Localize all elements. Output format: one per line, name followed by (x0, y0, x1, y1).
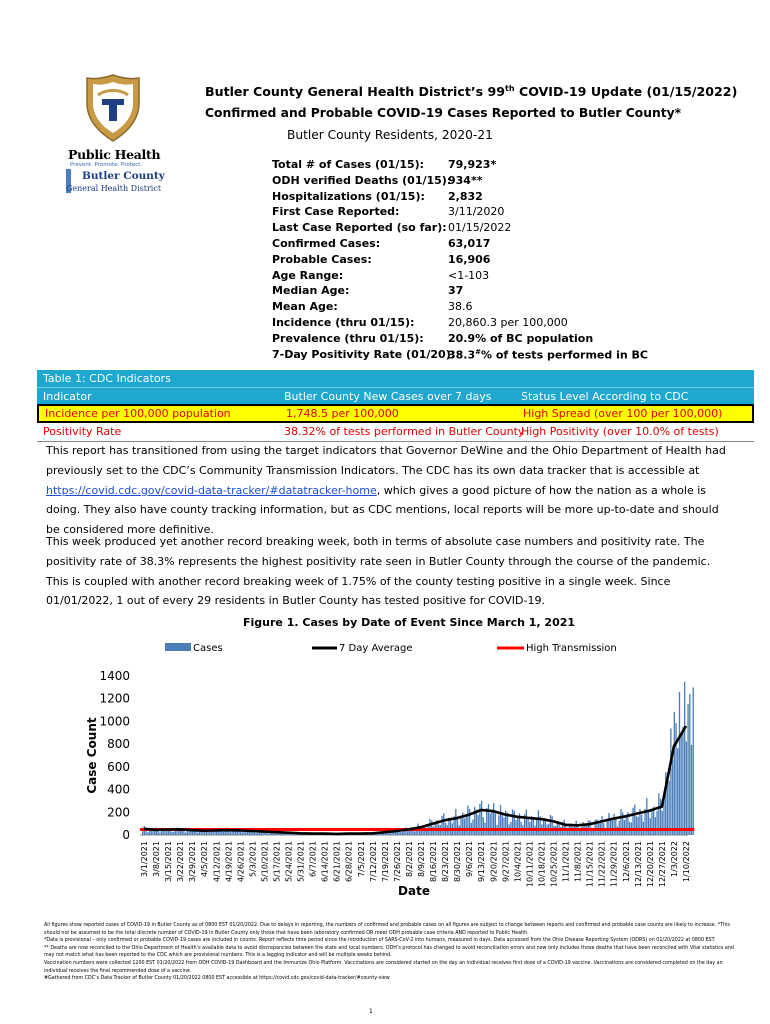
case-bar (670, 728, 671, 835)
case-bar (268, 834, 269, 835)
x-tick-label: 6/7/2021 (308, 841, 318, 877)
case-bar (192, 831, 193, 835)
case-bar (161, 831, 162, 835)
x-tick-label: 8/2/2021 (404, 841, 414, 877)
table-header-cell: Butler County New Cases over 7 days (284, 390, 492, 403)
case-bar (641, 815, 642, 835)
case-bar (171, 832, 172, 835)
stat-row (272, 221, 632, 237)
case-bar (624, 820, 625, 835)
case-bar (469, 809, 470, 835)
case-bar (235, 832, 236, 835)
title-suffix: COVID-19 Update (01/15/2022) (514, 84, 738, 100)
x-tick-label: 3/15/2021 (164, 841, 174, 883)
legend-label: Cases (193, 643, 223, 654)
stat-row (272, 269, 632, 285)
stat-row (272, 205, 632, 221)
case-bar (173, 832, 174, 835)
logo-butler-county: Butler County (82, 170, 165, 182)
case-bar (280, 834, 281, 835)
table-cell: Positivity Rate (43, 425, 122, 438)
case-bar (503, 817, 504, 835)
stat-row (272, 253, 632, 269)
case-bar (615, 817, 616, 835)
cdc-tracker-link[interactable]: https://covid.cdc.gov/covid-data-tracker/#datatracker-home (46, 483, 377, 497)
case-bar (483, 817, 484, 835)
case-bar (512, 809, 513, 835)
stat-row (272, 347, 648, 364)
case-bar (244, 832, 245, 835)
case-bar (601, 816, 602, 835)
x-tick-label: 3/22/2021 (176, 841, 186, 883)
x-tick-label: 3/8/2021 (152, 841, 162, 877)
table-header-cell: Indicator (43, 390, 92, 403)
case-bar (564, 820, 565, 835)
table-cell: 38.32% of tests performed in Butler County (284, 425, 525, 438)
case-bar (388, 833, 389, 835)
butler-county-logo (66, 73, 165, 195)
x-tick-label: 12/13/2021 (633, 841, 643, 888)
x-tick-label: 6/21/2021 (332, 841, 342, 883)
case-bar (550, 815, 551, 835)
stat-value: 934** (448, 173, 483, 187)
case-bar (414, 831, 415, 835)
case-bar (515, 820, 516, 835)
footnote: *Data is provisional – only confirmed or probable COVID-19 cases are included in counts. Report reflects time period since the introduction of SARS-CoV-2 into humans, measured in days. Data accessed from the Ohio Disease Reporting System (ODRS) on 01/20/2022 at 0800 EST. (44, 938, 716, 944)
case-bar (686, 741, 687, 835)
case-bar (662, 811, 663, 835)
stat-label: Incidence (thru 01/15): (272, 315, 415, 329)
y-tick-label: 400 (107, 782, 130, 797)
stat-row (272, 190, 632, 206)
case-bar (223, 832, 224, 835)
x-tick-label: 4/5/2021 (200, 841, 210, 877)
x-tick-label: 7/26/2021 (392, 841, 402, 883)
footnotes (44, 922, 734, 983)
case-bar (476, 810, 477, 835)
paragraph-cdc-tracker (46, 441, 726, 540)
case-bar (478, 815, 479, 835)
case-bar (625, 815, 626, 835)
x-tick-label: 5/24/2021 (284, 841, 294, 883)
logo-tagline: Prevent. Promote. Protect. (70, 162, 143, 168)
case-bar (450, 819, 451, 835)
footnote: ** Deaths are now reconciled to the Ohio Department of Health’s available data to avoid discrepancies between the state and local numbers. ODH’s protocol has changed to avoid reconciliation errors and now only includes those deaths that have been reconciled with Vital statistics and may not match what has been reported to the CDC which are provisional numbers. This is a lagging indicator and will be multiple weeks behind. (44, 945, 734, 959)
case-bar (242, 832, 243, 835)
case-bar (400, 832, 401, 835)
x-tick-label: 8/23/2021 (441, 841, 451, 883)
case-bar (648, 809, 649, 835)
cases-chart (0, 630, 770, 920)
case-bar (651, 809, 652, 835)
x-tick-label: 10/25/2021 (549, 841, 559, 888)
page-subtitle: Confirmed and Probable COVID-19 Cases Reported to Butler County* (205, 106, 682, 120)
x-tick-label: 10/11/2021 (525, 841, 535, 888)
case-bar (490, 814, 491, 836)
stat-row (272, 316, 632, 332)
y-tick-label: 200 (107, 805, 130, 820)
x-tick-label: 7/12/2021 (368, 841, 378, 883)
x-tick-label: 1/3/2022 (669, 841, 679, 877)
x-tick-label: 8/9/2021 (417, 841, 427, 877)
case-bar (588, 821, 589, 835)
x-tick-label: 4/12/2021 (212, 841, 222, 883)
case-bar (159, 832, 160, 835)
stat-value: <1-103 (448, 268, 490, 282)
case-bar (674, 712, 675, 835)
x-tick-label: 5/3/2021 (248, 841, 258, 877)
case-bar (543, 821, 544, 835)
stat-label: Probable Cases: (272, 252, 372, 266)
x-tick-label: 11/15/2021 (585, 841, 595, 888)
stat-label: Prevalence (thru 01/15): (272, 331, 424, 345)
case-bar (465, 817, 466, 835)
y-tick-label: 800 (107, 737, 130, 752)
x-tick-label: 5/17/2021 (272, 841, 282, 883)
title-sup: th (505, 84, 515, 93)
case-bar (655, 817, 656, 835)
paragraph-text: , which gives a good picture of how the nation as a whole is doing. They also have county tracking information, but as CDC mentions, local reports will be more up-to-date and should be considered more definitive. (46, 483, 719, 537)
stat-label: Total # of Cases (01/15): (272, 158, 425, 171)
case-bar (211, 832, 212, 835)
x-tick-label: 1/10/2022 (681, 841, 691, 883)
x-tick-label: 11/1/2021 (561, 841, 571, 883)
case-bar (613, 814, 614, 835)
x-tick-label: 5/31/2021 (296, 841, 306, 883)
x-tick-label: 11/29/2021 (609, 841, 619, 888)
case-bar (197, 833, 198, 835)
cdc-indicators-table (37, 370, 754, 442)
case-bar (672, 759, 673, 835)
stat-label: Age Range: (272, 268, 344, 282)
case-bar (526, 809, 527, 835)
table-row-positivity (37, 423, 754, 442)
case-bar (147, 832, 148, 835)
stat-label: Last Case Reported (so far): (272, 221, 447, 235)
stat-row (272, 237, 632, 253)
footnote: Vaccination numbers were collected 1200 EST 01/20/2022 from ODH COVID-19 Dashboard and the Immunize Ohio Platform. Vaccinations are considered started on the day an individual receives first dose of a COVID-19 vaccine. Vaccinations are considered completed on the day an individual receives the final recommended dose of a vaccine. (44, 960, 723, 974)
case-bar (514, 811, 515, 835)
case-bar (689, 694, 690, 835)
stat-label: First Case Reported: (272, 205, 400, 219)
x-tick-label: 11/22/2021 (597, 841, 607, 888)
x-tick-label: 12/27/2021 (657, 841, 667, 888)
x-tick-label: 4/26/2021 (236, 841, 246, 883)
stat-value: 16,906 (448, 252, 491, 266)
table-cell: High Positivity (over 10.0% of tests) (521, 425, 719, 438)
x-tick-label: 12/6/2021 (621, 841, 631, 883)
stat-row (272, 174, 632, 190)
case-bar (656, 811, 657, 835)
stat-value: 63,017 (448, 236, 491, 250)
case-bar (502, 812, 503, 835)
stat-value: 3/11/2020 (448, 205, 505, 219)
case-bar (538, 810, 539, 835)
case-bar (687, 704, 688, 835)
x-tick-label: 9/6/2021 (465, 841, 475, 877)
case-bar (691, 745, 692, 835)
stat-value: 2,832 (448, 189, 483, 203)
case-bar (218, 832, 219, 835)
x-tick-label: 5/10/2021 (260, 841, 270, 883)
legend-label: 7 Day Average (339, 643, 413, 654)
case-bar (464, 819, 465, 835)
stat-value: 38.6 (448, 300, 473, 314)
table-title: Table 1: CDC Indicators (37, 370, 754, 387)
x-tick-label: 8/30/2021 (453, 841, 463, 883)
table-header-cell: Status Level According to CDC (521, 390, 689, 403)
x-tick-label: 10/4/2021 (513, 841, 523, 883)
stat-value: 37 (448, 284, 464, 298)
case-bar (199, 831, 200, 835)
x-tick-label: 7/19/2021 (380, 841, 390, 883)
stat-value: 38.3#% of tests performed in BC (448, 347, 648, 362)
case-bar (249, 832, 250, 835)
case-bar (460, 818, 461, 835)
figure-title: Figure 1. Cases by Date of Event Since March 1, 2021 (243, 616, 576, 629)
case-bar (441, 816, 442, 835)
stat-label: Hospitalizations (01/15): (272, 189, 425, 203)
case-bar (576, 821, 577, 835)
x-tick-label: 3/29/2021 (188, 841, 198, 883)
case-bar (681, 732, 682, 835)
footnote: All figures show reported cases of COVID-19 in Butler County as of 0800 EST 01/20/2022. Due to delays in reporting, the numbers of confirmed and probable cases on all figures are subject to change between reports and confirmed and probable case counts are likely to increase. *This should not be assumed to be the total discrete number of COVID-19 in Butler County only those that have been laboratory confirmed OR meet ODH probable case criteria AND reported to Public Health. (44, 923, 730, 936)
seven-day-average-line (144, 726, 686, 834)
case-bar (551, 816, 552, 835)
case-bar (517, 817, 518, 835)
case-bar (254, 832, 255, 835)
stat-row (272, 332, 632, 348)
case-bar (638, 817, 639, 835)
page-subtitle-2: Butler County Residents, 2020-21 (287, 128, 493, 142)
x-tick-label: 7/5/2021 (356, 841, 366, 877)
y-tick-label: 1400 (99, 669, 130, 683)
case-bar (610, 819, 611, 835)
stat-value: 79,923* (448, 158, 497, 171)
case-bar (498, 815, 499, 835)
case-bar (667, 780, 668, 835)
x-tick-label: 4/19/2021 (224, 841, 234, 883)
x-tick-label: 11/8/2021 (573, 841, 583, 883)
y-tick-label: 1200 (99, 691, 130, 706)
case-bar (527, 819, 528, 835)
shield-icon (84, 73, 142, 143)
stat-value: 01/15/2022 (448, 221, 512, 235)
title-prefix: Butler County General Health District’s 99 (205, 84, 506, 100)
case-bar (457, 817, 458, 835)
stat-row (272, 284, 632, 300)
stat-label: ODH verified Deaths (01/15): (272, 173, 452, 187)
x-tick-label: 9/27/2021 (501, 841, 511, 883)
x-tick-label: 6/14/2021 (320, 841, 330, 883)
stat-label: Confirmed Cases: (272, 236, 381, 250)
stat-label: Median Age: (272, 284, 350, 298)
legend-label: High Transmission (526, 643, 617, 654)
x-tick-label: 9/20/2021 (489, 841, 499, 883)
case-bar (650, 818, 651, 835)
case-bar (183, 831, 184, 835)
legend-swatch-cases (165, 643, 191, 651)
y-tick-label: 1000 (99, 714, 130, 729)
case-bar (608, 813, 609, 835)
summary-stats (272, 158, 648, 363)
x-tick-label: 3/1/2021 (140, 841, 149, 877)
table-row-incidence (37, 404, 754, 423)
stat-label: Mean Age: (272, 300, 338, 314)
case-bar (589, 820, 590, 835)
table-header-row (37, 387, 754, 404)
page-title (205, 84, 737, 99)
case-bar (536, 819, 537, 835)
paragraph-record-week: This week produced yet another record breaking week, both in terms of absolute case numbers and positivity rate. The positivity rate of 38.3% represents the highest positivity rate seen in Butler County through the course of the pandemic. This is coupled with another record breaking week of 1.75% of the county testing positive in a single week. Since 01/01/2022, 1 out of every 29 residents in Butler County has tested positive for COVID-19. (46, 535, 711, 608)
case-bar (533, 819, 534, 835)
x-tick-label: 10/18/2021 (537, 841, 547, 888)
x-tick-label: 12/20/2021 (645, 841, 655, 888)
paragraph-text: This report has transitioned from using the target indicators that Governor DeWine and the Ohio Department of Health had previously set to the CDC’s Community Transmission Indicators. The CDC has its own data tracker that is accessible at (46, 444, 726, 477)
case-bar (204, 832, 205, 835)
case-bar (185, 833, 186, 835)
y-axis-title: Case Count (85, 717, 99, 794)
y-tick-label: 600 (107, 759, 130, 774)
stat-label: 7-Day Positivity Rate (01/20): (272, 347, 456, 361)
case-bar (607, 819, 608, 835)
case-bar (619, 821, 620, 835)
case-bar (684, 682, 685, 835)
table-cell: High Spread (over 100 per 100,000) (523, 407, 723, 420)
x-tick-label: 9/13/2021 (477, 841, 487, 883)
case-bar (429, 819, 430, 835)
x-tick-label: 6/28/2021 (344, 841, 354, 883)
stat-row (272, 158, 632, 174)
case-bar (612, 820, 613, 835)
case-bar (682, 727, 683, 835)
stat-value: 20.9% of BC population (448, 331, 594, 345)
case-bar (620, 809, 621, 835)
case-bar (209, 832, 210, 835)
x-tick-label: 8/16/2021 (429, 841, 439, 883)
case-bar (679, 692, 680, 835)
case-bar (455, 809, 456, 835)
case-bar (402, 832, 403, 835)
stat-row (272, 300, 632, 316)
x-axis-title: Date (398, 884, 430, 898)
footnote: #Gathered from CDC’s Data Tracker of Butler County 01/20/2022 0800 EST accessible at https://covid.cdc.gov/covid-data-tracker/#county-view (44, 976, 390, 982)
logo-public-health: Public Health (68, 147, 161, 162)
stat-value: 20,860.3 per 100,000 (448, 315, 568, 329)
case-bar (693, 687, 694, 835)
case-bar (256, 833, 257, 835)
case-bar (495, 813, 496, 835)
logo-ghd: General Health District (66, 184, 162, 193)
case-bar (668, 781, 669, 835)
y-tick-label: 0 (122, 828, 130, 842)
case-bar (677, 748, 678, 835)
case-bar (472, 820, 473, 835)
table-cell: 1,748.5 per 100,000 (286, 407, 399, 420)
case-bar (443, 813, 444, 835)
case-bar (636, 816, 637, 835)
page-number: 1 (369, 1008, 373, 1015)
case-bar (230, 832, 231, 835)
table-cell: Incidence per 100,000 population (45, 407, 231, 420)
case-bar (491, 811, 492, 835)
